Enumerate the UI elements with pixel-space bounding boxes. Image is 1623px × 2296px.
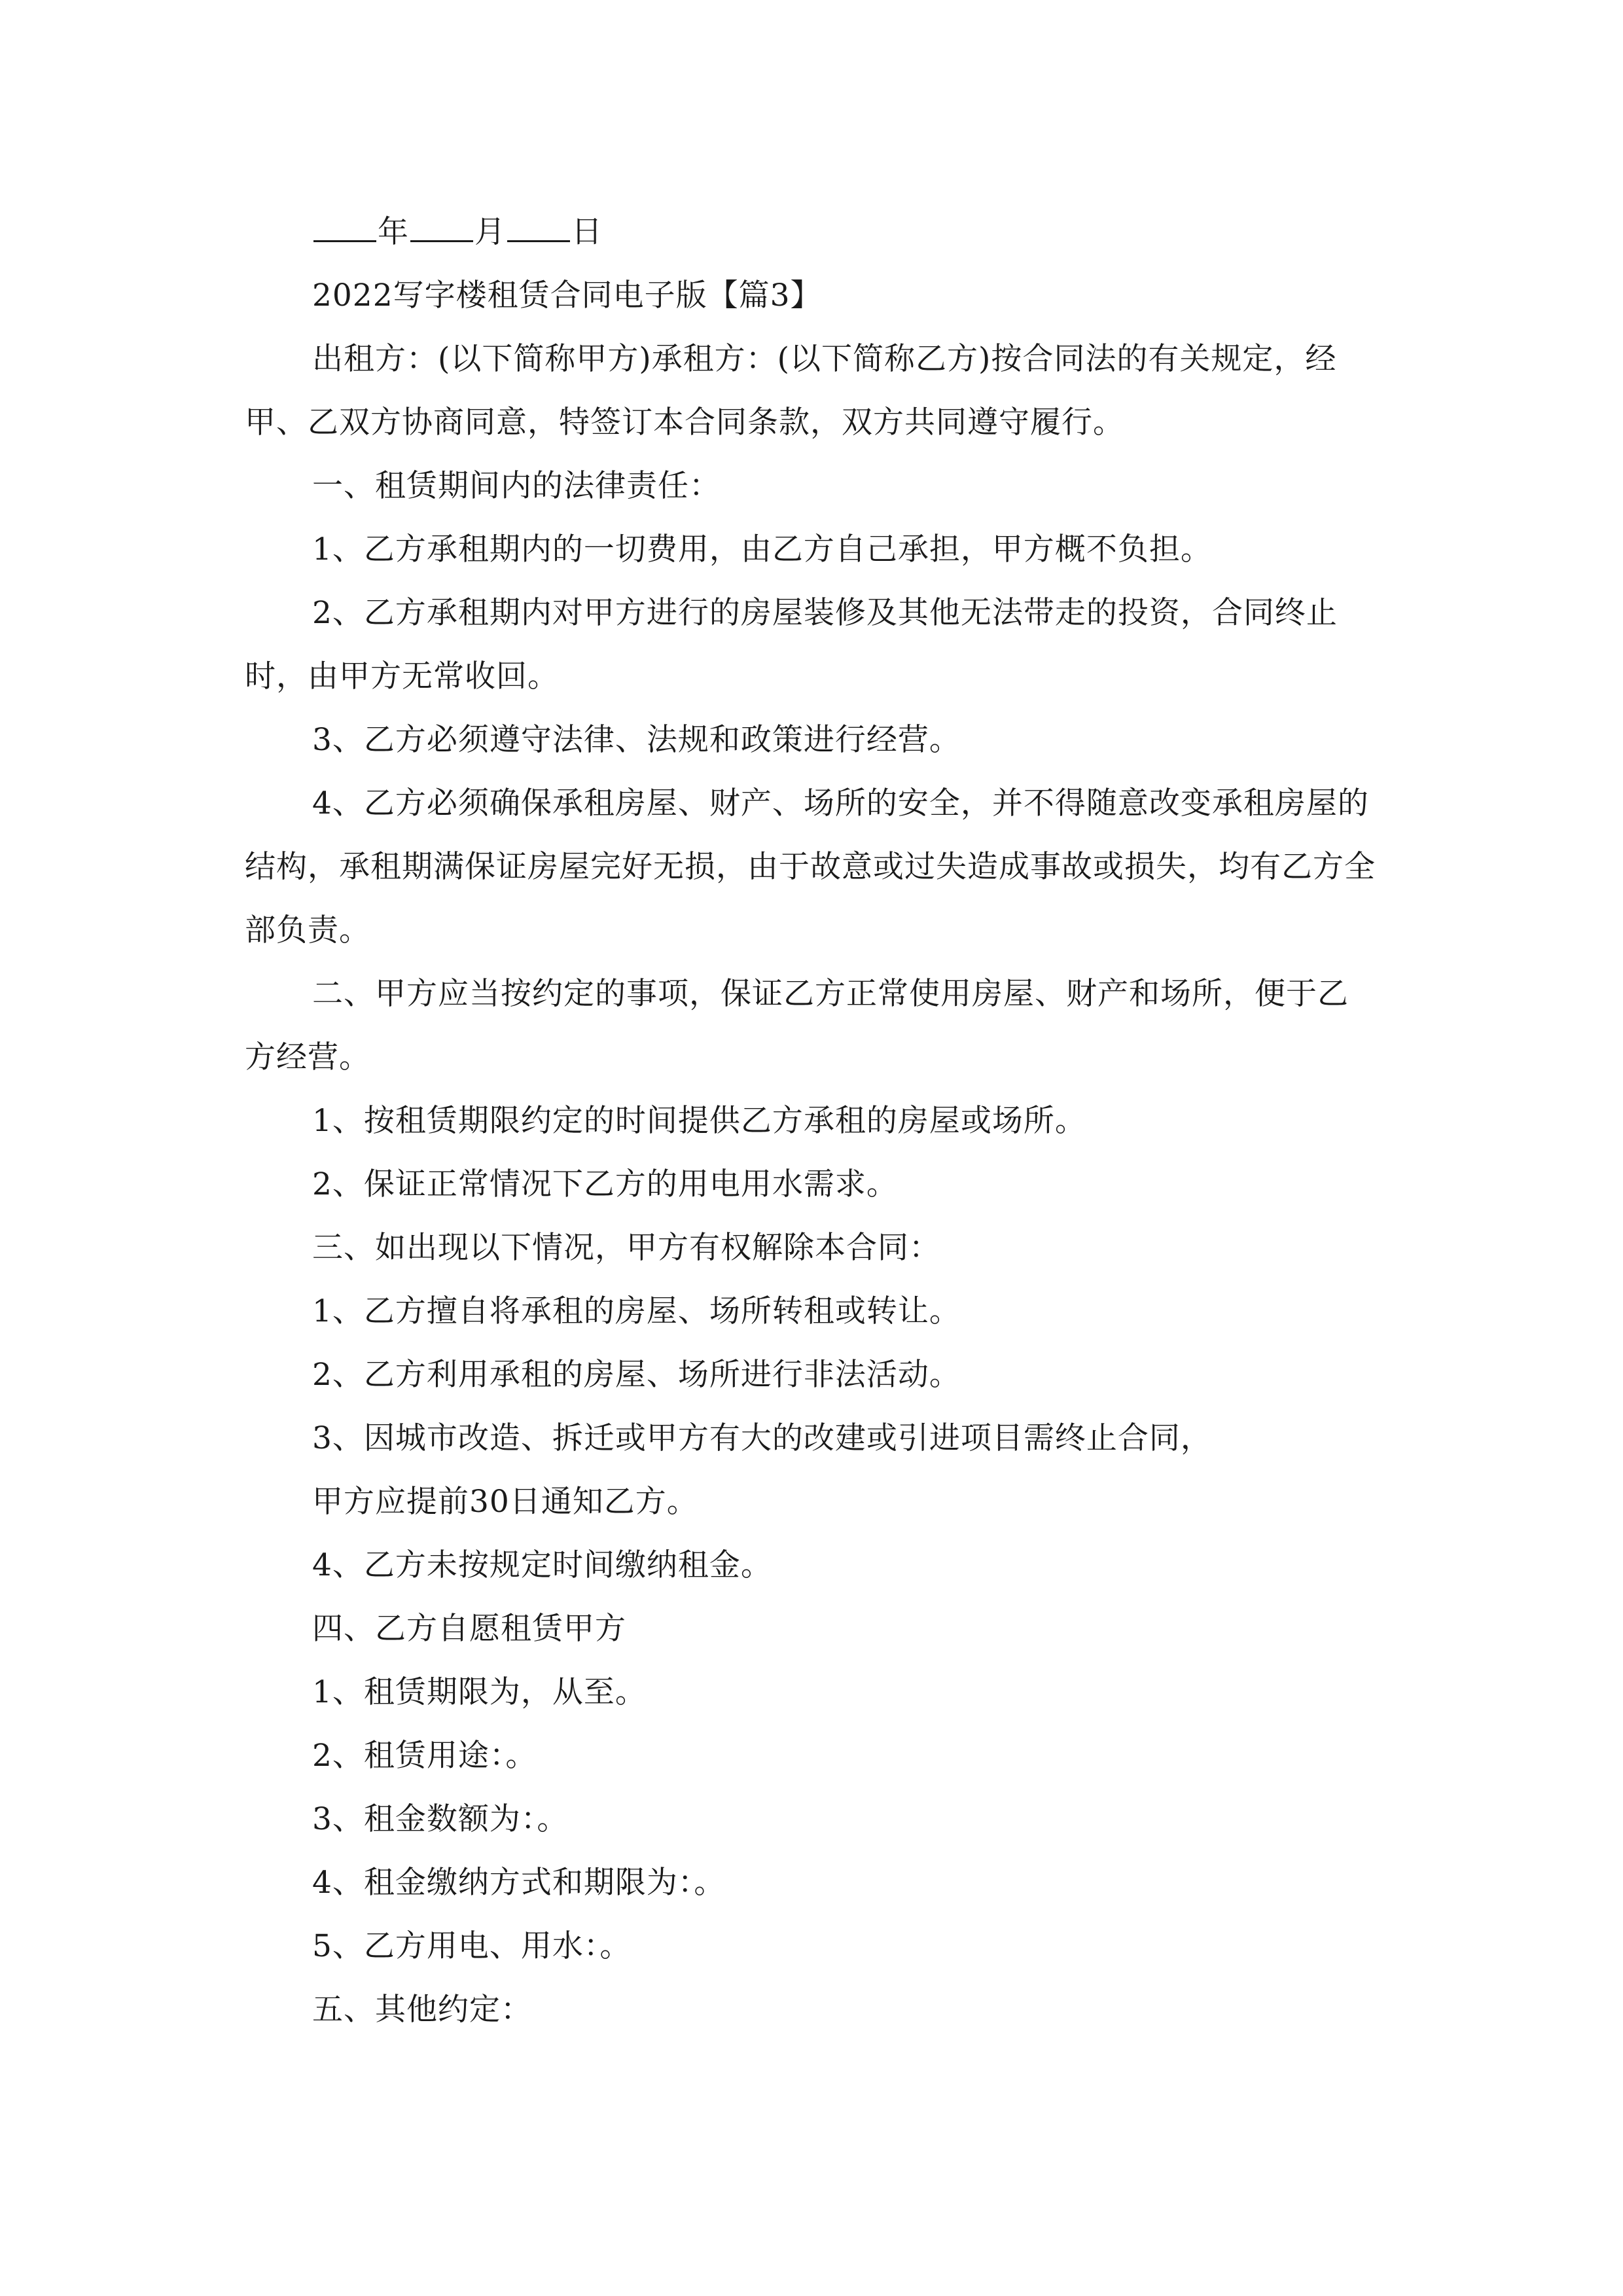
paragraph-3-1: 1、乙方擅自将承租的房屋、场所转租或转让。 [312,1293,961,1329]
paragraph-4-3: 3、租金数额为：。 [312,1801,569,1837]
paragraph-4-2: 2、租赁用途：。 [312,1738,537,1774]
paragraph-section-4: 四、乙方自愿租赁甲方 [312,1611,626,1647]
paragraph-section-5: 五、其他约定： [312,1992,532,2028]
section-heading: 2022写字楼租赁合同电子版【篇3】 [312,278,822,314]
signature-date-line [245,200,1380,264]
paragraph-3-3-continued: 甲方应提前30日通知乙方。 [312,1484,698,1520]
paragraph-3-2: 2、乙方利用承租的房屋、场所进行非法活动。 [312,1357,961,1393]
paragraph-4-4: 4、租金缴纳方式和期限为：。 [312,1865,726,1901]
paragraph-3-3: 3、因城市改造、拆迁或甲方有大的改建或引进项目需终止合同， [312,1420,1212,1456]
paragraph-1-2: 2、乙方承租期内对甲方进行的房屋装修及其他无法带走的投资，合同终止时，由甲方无常收回。 [245,595,1338,694]
paragraph-section-3: 三、如出现以下情况，甲方有权解除本合同： [312,1230,940,1266]
paragraph-section-1: 一、租赁期间内的法律责任： [312,468,721,504]
day-label: 日 [571,214,603,250]
paragraph-1-3: 3、乙方必须遵守法律、法规和政策进行经营。 [312,722,961,758]
paragraph-1-1: 1、乙方承租期内的一切费用，由乙方自己承担，甲方概不负担。 [312,531,1212,567]
paragraph-4-5: 5、乙方用电、用水：。 [312,1928,632,1964]
paragraph-4-1: 1、租赁期限为，从至。 [312,1674,647,1710]
paragraph-2-1: 1、按租赁期限约定的时间提供乙方承租的房屋或场所。 [312,1103,1086,1139]
year-label: 年 [378,214,409,250]
paragraph-intro: 出租方：(以下简称甲方)承租方：(以下简称乙方)按合同法的有关规定，经甲、乙双方协商同意，特签订本合同条款，双方共同遵守履行。 [245,341,1337,440]
day-blank [507,214,570,242]
paragraph-1-4: 4、乙方必须确保承租房屋、财产、场所的安全，并不得随意改变承租房屋的结构，承租期满保证房屋完好无损，由于故意或过失造成事故或损失，均有乙方全部负责。 [245,785,1376,948]
month-label: 月 [474,214,506,250]
month-blank [410,214,473,242]
year-blank [313,214,376,242]
paragraph-3-4: 4、乙方未按规定时间缴纳租金。 [312,1547,772,1583]
paragraph-2-2: 2、保证正常情况下乙方的用电用水需求。 [312,1166,898,1202]
document-body [245,200,1380,2041]
paragraph-section-2: 二、甲方应当按约定的事项，保证乙方正常使用房屋、财产和场所，便于乙方经营。 [245,976,1349,1075]
